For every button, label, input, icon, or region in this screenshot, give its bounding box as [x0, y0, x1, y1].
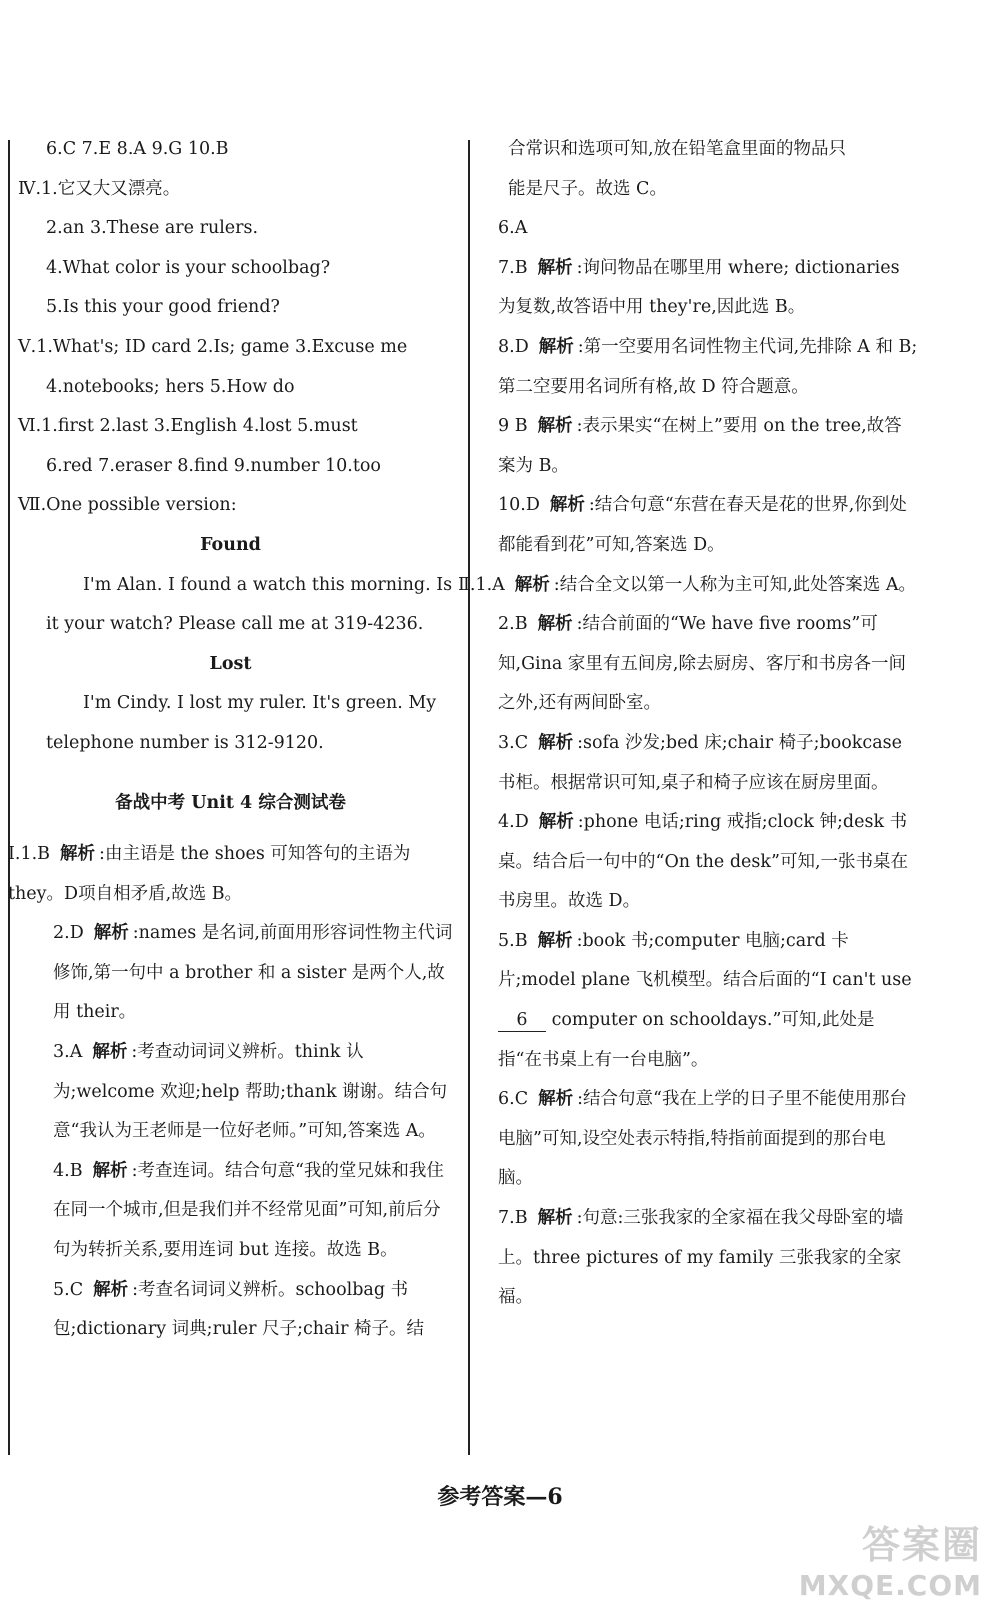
analysis-label: 解析: [514, 574, 550, 595]
answer-line: 合常识和选项可知,放在铅笔盒里面的物品只: [508, 139, 847, 159]
item-number: 8.D: [498, 336, 529, 357]
answer-item: [8, 1033, 453, 1152]
answer-line: 能是尺子。故选 C。: [508, 178, 667, 199]
item-number: 7.B: [498, 257, 528, 278]
left-column: [8, 130, 453, 1350]
column-divider: [468, 140, 470, 1455]
answer-item: [498, 328, 918, 407]
item-text: :结合句意“我在上学的日子里不能使用那台电脑”可知,设空处表示特指,特指前面提到的那台电脑。: [498, 1089, 907, 1189]
answer-line: 5.Is this your good friend?: [46, 297, 280, 318]
analysis-label: 解析: [92, 1042, 128, 1063]
item-text: :phone 电话;ring 戒指;clock 钟;desk 书桌。结合后一句中的“On the desk”可知,一张书桌在书房里。故选 D。: [498, 812, 909, 912]
item-text: :考查动词词义辨析。think 认为;welcome 欢迎;help 帮助;thank 谢谢。结合句意“我认为王老师是一位好老师。”可知,答案选 A。: [53, 1042, 448, 1142]
answer-item: [498, 922, 918, 1080]
analysis-label: 解析: [537, 614, 573, 635]
item-number: 5.C: [53, 1279, 84, 1300]
answer-item: [498, 407, 918, 486]
answer-item: [498, 605, 918, 724]
item-number: 9 B: [498, 416, 528, 437]
answer-item: [8, 835, 453, 914]
answer-line: Ⅳ.1.它又大又漂亮。: [18, 178, 181, 199]
item-number: 7.B: [498, 1208, 528, 1229]
item-text: :第一空要用名词性物主代词,先排除 A 和 B;第二空要用名词所有格,故 D 符合题意。: [498, 336, 918, 397]
analysis-label: 解析: [538, 1089, 574, 1110]
item-number: 2.D: [53, 923, 84, 944]
answer-item: [498, 1080, 918, 1199]
analysis-label: 解析: [537, 416, 573, 437]
answer-item: [498, 486, 918, 565]
item-number: 3.A: [53, 1042, 83, 1063]
answer-item: [498, 724, 918, 803]
answer-item: [8, 1271, 453, 1350]
item-text: :句意:三张我家的全家福在我父母卧室的墙上。three pictures of my family 三张我家的全家福。: [498, 1208, 904, 1308]
item-number: 4.D: [498, 812, 529, 833]
lost-text: I'm Cindy. I lost my ruler. It's green. My: [83, 693, 437, 714]
watermark-url: MXQE.COM: [798, 1569, 982, 1602]
item-number: Ⅰ.1.B: [8, 844, 51, 865]
item-number: 10.D: [498, 495, 540, 516]
answer-line: 6.red 7.eraser 8.find 9.number 10.too: [46, 455, 381, 476]
found-text: I'm Alan. I found a watch this morning. Is: [83, 574, 453, 595]
analysis-label: 解析: [537, 930, 573, 951]
answer-line: 6.A: [498, 218, 528, 239]
analysis-label: 解析: [538, 812, 574, 833]
item-text: :考查连词。结合句意“我的堂兄妹和我住在同一个城市,但是我们并不经常见面”可知,前后分句为转折关系,要用连词 but 连接。故选 B。: [53, 1160, 444, 1261]
analysis-label: 解析: [538, 732, 574, 753]
fill-blank: 6: [498, 1009, 546, 1032]
watermark-logo: [772, 1514, 982, 1602]
analysis-label: 解析: [537, 1208, 573, 1229]
lost-title: Lost: [209, 653, 252, 674]
watermark-text: 答案圈: [861, 1523, 982, 1567]
analysis-label: 解析: [549, 495, 585, 516]
item-text: :结合前面的“We have five rooms”可知,Gina 家里有五间房,除去厨房、客厅和书房各一间之外,还有两间卧室。: [498, 614, 906, 714]
lost-text: telephone number is 312-9120.: [46, 732, 324, 753]
item-number: 5.B: [498, 930, 528, 951]
right-column: [458, 130, 918, 1318]
item-text: :结合全文以第一人称为主可知,此处答案选 A。: [553, 574, 916, 595]
item-text: :book 书;computer 电脑;card 卡片;model plane 飞机模型。结合后面的“I can't use: [498, 930, 912, 991]
section-heading: 备战中考 Unit 4 综合测试卷: [115, 792, 346, 813]
answer-line: 2.an 3.These are rulers.: [46, 218, 259, 239]
answer-line: 4.What color is your schoolbag?: [46, 257, 331, 278]
answer-line: Ⅵ.1.first 2.last 3.English 4.lost 5.must: [18, 416, 358, 437]
analysis-label: 解析: [60, 844, 96, 865]
found-title: Found: [200, 534, 261, 555]
page-footer: 参考答案—6: [437, 1484, 563, 1510]
found-text: it your watch? Please call me at 319-4236.: [46, 614, 424, 635]
item-number: 2.B: [498, 614, 528, 635]
item-text: :sofa 沙发;bed 床;chair 椅子;bookcase 书柜。根据常识可知,桌子和椅子应该在厨房里面。: [498, 732, 902, 793]
answer-line: Ⅴ.1.What's; ID card 2.Is; game 3.Excuse me: [18, 336, 408, 357]
item-text: :names 是名词,前面用形容词性物主代词修饰,第一句中 a brother 和 a sister 是两个人,故用 their。: [53, 923, 453, 1023]
answer-line: Ⅶ.One possible version:: [18, 495, 237, 516]
item-text: :表示果实“在树上”要用 on the tree,故答案为 B。: [498, 416, 902, 476]
answer-line: 4.notebooks; hers 5.How do: [46, 376, 295, 397]
analysis-label: 解析: [92, 1160, 128, 1181]
answer-line: 6.C 7.E 8.A 9.G 10.B: [46, 139, 229, 159]
answer-item: [498, 249, 918, 328]
answer-item: [498, 803, 918, 922]
item-text: :结合句意“东营在春天是花的世界,你到处都能看到花”可知,答案选 D。: [498, 495, 907, 555]
analysis-label: 解析: [537, 257, 573, 278]
item-number: Ⅱ.1.A: [458, 574, 505, 595]
item-text: :由主语是 the shoes 可知答句的主语为 they。D项自相矛盾,故选 B。: [8, 844, 411, 904]
item-text: :询问物品在哪里用 where; dictionaries 为复数,故答语中用 they're,因此选 B。: [498, 257, 900, 318]
analysis-label: 解析: [93, 1279, 129, 1300]
item-text: :考查名词词义辨析。schoolbag 书包;dictionary 词典;ruler 尺子;chair 椅子。结: [53, 1279, 425, 1340]
answer-item: [458, 566, 918, 606]
item-number: 4.B: [53, 1160, 83, 1181]
analysis-label: 解析: [93, 923, 129, 944]
answer-item: [8, 914, 453, 1033]
answer-item: [8, 1152, 453, 1271]
item-number: 6.C: [498, 1089, 529, 1110]
analysis-label: 解析: [538, 336, 574, 357]
item-text: computer on schooldays.”可知,此处是指“在书桌上有一台电脑”。: [498, 1010, 875, 1070]
answer-item: [498, 1199, 918, 1318]
item-number: 3.C: [498, 732, 529, 753]
